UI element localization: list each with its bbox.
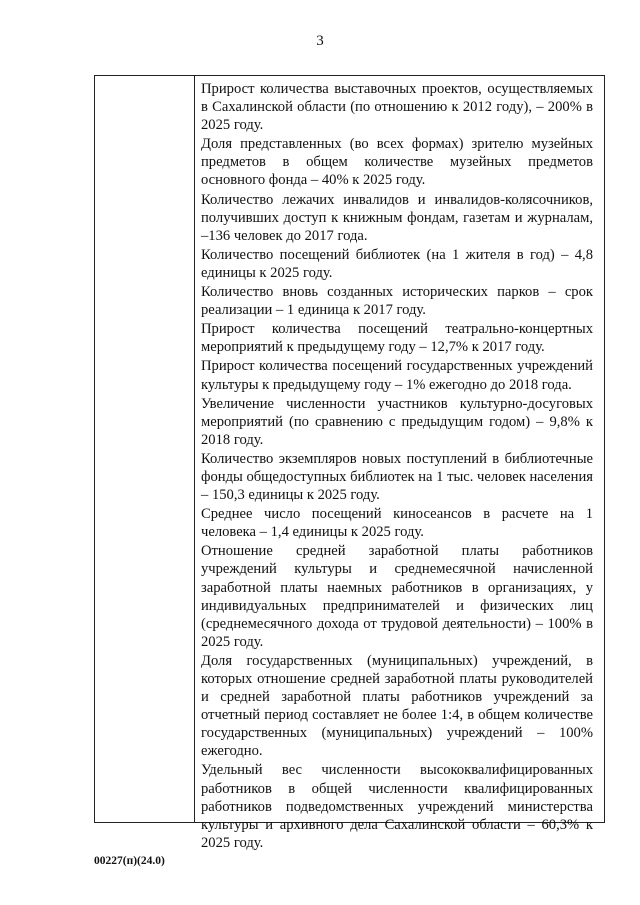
indicator-paragraph: Среднее число посещений киносеансов в расчете на 1 человека – 1,4 единицы к 2025 году. [201,506,593,541]
indicator-paragraph: Отношение средней заработной платы работников учреждений культуры и среднемесячной начисленной заработной платы наемных работников в организациях, у индивидуальных предпринимателей и физических лиц (среднемесячного дохода от трудовой деятельности) – 100% в 2025 году. [201,543,593,650]
indicator-paragraph: Доля представленных (во всех формах) зрителю музейных предметов в общем количестве музейных предметов основного фонда – 40% к 2025 году. [201,136,593,189]
indicator-paragraph: Прирост количества посещений театрально-концертных мероприятий к предыдущему году – 12,7% к 2017 году. [201,321,593,356]
indicator-paragraph: Прирост количества посещений государственных учреждений культуры к предыдущему году – 1% ежегодно до 2018 года. [201,358,593,393]
indicator-paragraph: Количество вновь созданных исторических парков – срок реализации – 1 единица к 2017 году. [201,284,593,319]
indicators-table [94,75,605,851]
indicator-paragraph: Прирост количества выставочных проектов, осуществляемых в Сахалинской области (по отношению к 2012 году), – 200% в 2025 году. [201,81,593,134]
indicator-paragraph: Количество лежачих инвалидов и инвалидов-колясочников, получивших доступ к книжным фондам, газетам и журналам, –136 человек до 2017 года. [201,191,593,244]
indicator-paragraph: Удельный вес численности высококвалифицированных работников в общей численности квалифицированных работников подведомственных учреждений министерства культуры и архивного дела Сахалинской области – 60,3% к 2025 году. [201,762,593,851]
indicator-paragraph: Количество посещений библиотек (на 1 жителя в год) – 4,8 единицы к 2025 году. [201,246,593,281]
page-number: 3 [316,33,324,49]
document-code: 00227(п)(24.0) [94,855,165,867]
indicators-cell [201,80,593,853]
indicator-paragraph: Доля государственных (муниципальных) учреждений, в которых отношение средней заработной платы руководителей и средней заработной платы работников учреждений за отчетный период составляет не более 1:4, в общем количестве государственных (муниципальных) учреждений – 100% ежегодно. [201,652,593,760]
indicator-paragraph: Количество экземпляров новых поступлений в библиотечные фонды общедоступных библиотек на 1 тыс. человек населения – 150,3 единицы к 2025 году. [201,450,593,504]
table-column-divider [194,76,195,822]
indicator-paragraph: Увеличение численности участников культурно-досуговых мероприятий (по сравнению с предыдущим годом) – 9,8% к 2018 году. [201,395,593,448]
